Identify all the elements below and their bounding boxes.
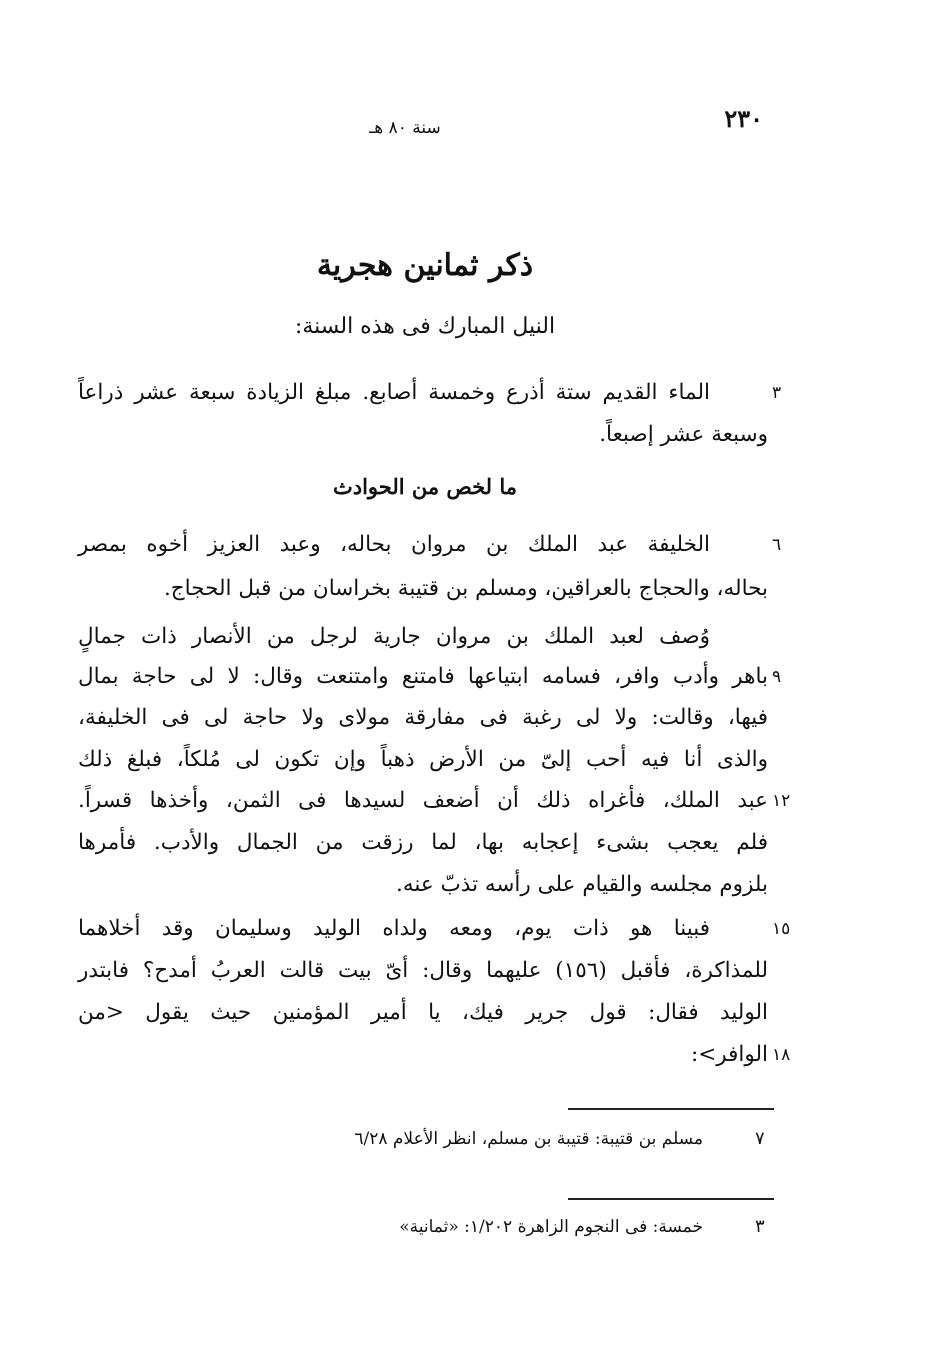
footnote-rule bbox=[568, 1198, 774, 1200]
text-line: فلم يعجب بشىء إعجابه بها، لما رزقت من الجمال والأدب. فأمرها bbox=[78, 830, 768, 855]
footnote-text: خمسة: فى النجوم الزاهرة ١/٢٠٢: «ثمانية» bbox=[399, 1217, 703, 1237]
line-number: ١٢ bbox=[772, 791, 791, 811]
line-number: ٩ bbox=[772, 667, 782, 687]
text-line: الخليفة عبد الملك بن مروان بحاله، وعبد العزيز أخوه بمصر bbox=[78, 532, 710, 557]
text-line: وُصف لعبد الملك بن مروان جارية لرجل من الأنصار ذات جمالٍ bbox=[78, 624, 710, 649]
nile-heading: النيل المبارك فى هذه السنة: bbox=[294, 314, 556, 339]
text-line: والذى أنا فيه أحب إلىّ من الأرض ذهباً وإن تكون لى مُلكاً، فبلغ ذلك bbox=[78, 747, 768, 772]
line-number: ١٨ bbox=[772, 1045, 791, 1065]
text-line: باهر وأدب وافر، فسامه ابتياعها فامتنع وامتنعت وقال: لا لى حاجة بمال bbox=[78, 664, 768, 689]
text-line: الوليد فقال: قول جرير فيك، يا أمير المؤمنين حيث يقول <من bbox=[78, 1000, 768, 1025]
line-number: ٦ bbox=[772, 535, 782, 555]
footnote-rule bbox=[568, 1108, 774, 1110]
text-line: بحاله، والحجاج بالعراقين، ومسلم بن قتيبة بخراسان من قبل الحجاج. bbox=[163, 576, 768, 601]
line-number: ٣ bbox=[772, 383, 782, 403]
text-line: للمذاكرة، فأقبل (١٥٦) عليهما وقال: أىّ بيت قالت العربُ أمدح؟ فابتدر bbox=[78, 958, 768, 983]
footnote-text: مسلم بن قتيبة: قتيبة بن مسلم، انظر الأعلام ٦/٢٨ bbox=[354, 1129, 703, 1149]
page-number: ٢٣٠ bbox=[724, 104, 763, 133]
line-number: ١٥ bbox=[772, 919, 791, 939]
text-line: فيها، وقالت: ولا لى رغبة فى مفارقة مولاى ولا حاجة لى فى الخليفة، bbox=[78, 705, 768, 730]
section-title: ذكر ثمانين هجرية bbox=[316, 248, 534, 283]
text-line: الوافر>: bbox=[690, 1042, 768, 1067]
text-line: الماء القديم ستة أذرع وخمسة أصابع. مبلغ الزيادة سبعة عشر ذراعاً bbox=[78, 380, 710, 405]
footnote-number: ٣ bbox=[755, 1216, 765, 1237]
footnote-number: ٧ bbox=[755, 1128, 765, 1149]
text-line: بلزوم مجلسه والقيام على رأسه تذبّ عنه. bbox=[396, 872, 768, 897]
events-heading: ما لخص من الحوادث bbox=[332, 474, 518, 499]
text-line: عبد الملك، فأغراه ذلك أن أضعف لسيدها فى الثمن، وأخذها قسراً. bbox=[78, 788, 768, 813]
text-line: فبينا هو ذات يوم، ومعه ولداه الوليد وسليمان وقد أخلاهما bbox=[78, 916, 710, 941]
running-header-year: سنة ٨٠ هـ bbox=[369, 118, 441, 138]
text-line: وسبعة عشر إصبعاً. bbox=[599, 422, 768, 447]
